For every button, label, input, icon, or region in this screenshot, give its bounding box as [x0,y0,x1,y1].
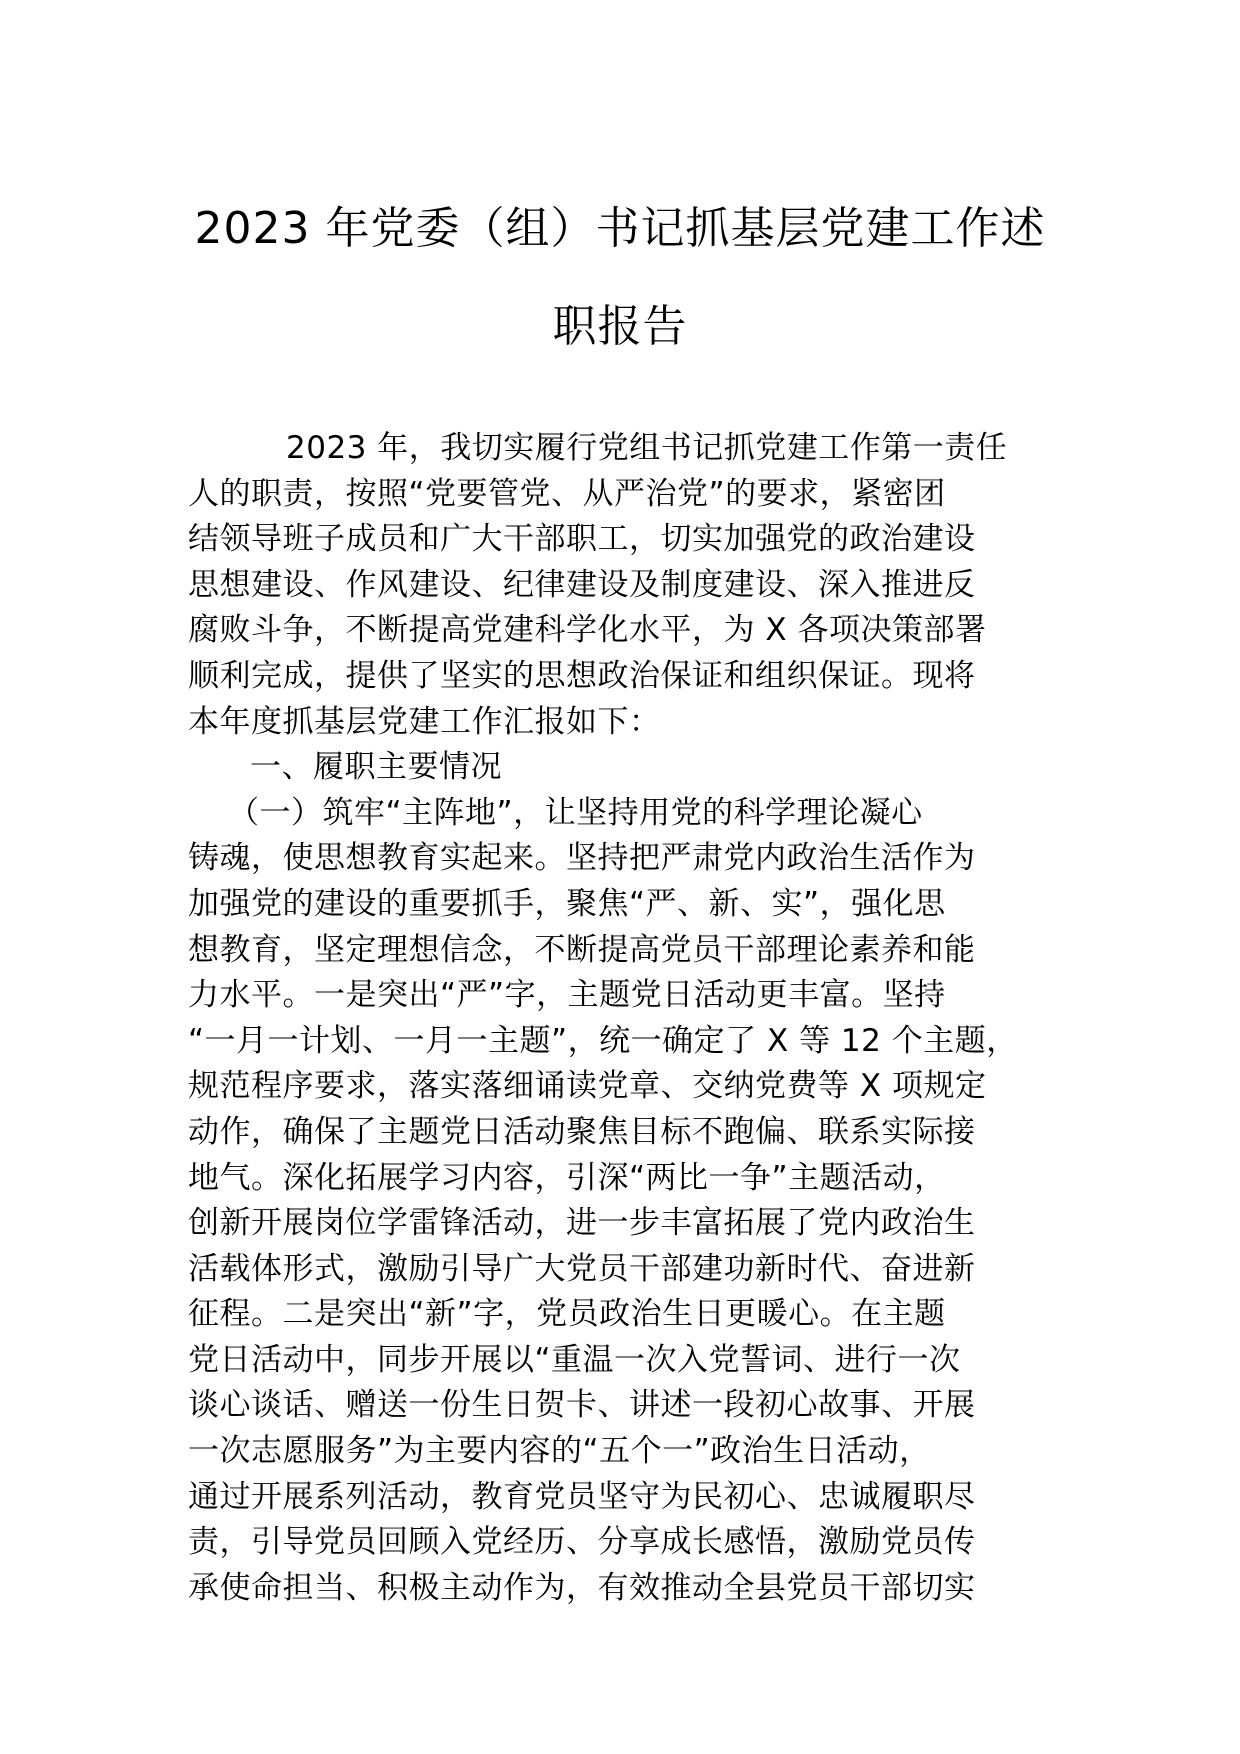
body-line: 力水平。一是突出“严”字，主题党日活动更丰富。坚持 [188,977,946,1014]
body-line: 创新开展岗位学雷锋活动，进一步丰富拓展了党内政治生 [188,1205,976,1242]
body-line: 活载体形式，激励引导广大党员干部建功新时代、奋进新 [188,1250,976,1287]
body-line: 本年度抓基层党建工作汇报如下： [188,703,661,740]
body-line: 思想建设、作风建设、纪律建设及制度建设、深入推进反 [188,566,976,603]
body-line: 想教育，坚定理想信念，不断提高党员干部理论素养和能 [188,931,976,968]
title-line-2: 职报告 [552,301,688,352]
body-line: 腐败斗争，不断提高党建科学化水平，为 X 各项决策部署 [188,612,987,649]
body-line: 通过开展系列活动，教育党员坚守为民初心、忠诚履职尽 [188,1478,976,1515]
body-line: 征程。二是突出“新”字，党员政治生日更暖心。在主题 [188,1296,946,1333]
body-line: 责，引导党员回顾入党经历、分享成长感悟，激励党员传 [188,1524,976,1561]
body-line: 动作，确保了主题党日活动聚焦目标不跑偏、联系实际接 [188,1113,976,1150]
subsection-heading: （一）筑牢“主阵地”，让坚持用党的科学理论凝心 [228,794,923,831]
body-line: 一次志愿服务”为主要内容的“五个一”政治生日活动， [188,1433,931,1470]
body-line: 加强党的建设的重要抓手，聚焦“严、新、实”，强化思 [188,885,946,922]
body-line: 人的职责，按照“党要管党、从严治党”的要求，紧密团 [188,475,946,512]
document-body [188,426,1068,1611]
body-line: 铸魂，使思想教育实起来。坚持把严肃党内政治生活作为 [188,840,976,877]
body-line: 承使命担当、积极主动作为，有效推动全县党员干部切实 [188,1569,976,1606]
section-heading: 一、履职主要情况 [250,749,502,786]
body-line: “一月一计划、一月一主题”，统一确定了 X 等 12 个主题， [188,1022,1018,1059]
body-line: 2023 年，我切实履行党组书记抓党建工作第一责任 [286,430,1008,466]
body-line: 地气。深化拓展学习内容，引深“两比一争”主题活动， [188,1159,946,1196]
body-line: 规范程序要求，落实落细诵读党章、交纳党费等 X 项规定 [188,1068,987,1105]
body-line: 顺利完成，提供了坚实的思想政治保证和组织保证。现将 [188,657,976,694]
body-line: 党日活动中，同步开展以“重温一次入党誓词、进行一次 [188,1341,961,1378]
document-title [160,180,1080,376]
title-line-1: 2023 年党委（组）书记抓基层党建工作述 [194,203,1046,254]
body-line: 谈心谈话、赠送一份生日贺卡、讲述一段初心故事、开展 [188,1387,976,1424]
body-line: 结领导班子成员和广大干部职工，切实加强党的政治建设 [188,521,976,558]
